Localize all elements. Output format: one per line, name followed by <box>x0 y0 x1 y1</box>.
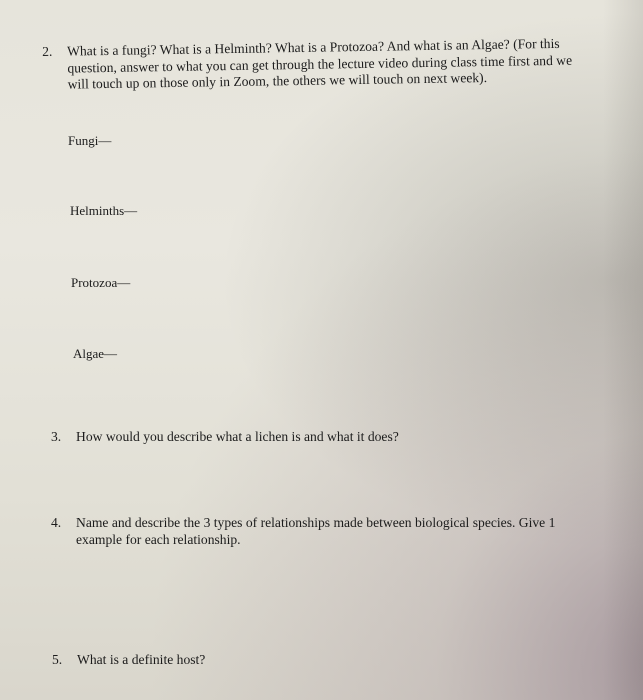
question-text <box>76 515 555 548</box>
question-text <box>76 429 399 446</box>
question-3 <box>51 429 611 447</box>
question-number: 3. <box>51 429 62 444</box>
label-algae: Algae— <box>73 346 118 361</box>
question-number: 4. <box>51 515 62 530</box>
question-line: How would you describe what a lichen is and what it does? <box>76 429 399 444</box>
question-2 <box>42 35 633 96</box>
question-number: 5. <box>52 652 63 667</box>
question-text <box>77 652 205 669</box>
question-line: question, answer to what you can get through the lecture video during class time first and we <box>67 52 573 76</box>
question-text <box>67 36 572 93</box>
label-fungi: Fungi— <box>68 133 112 148</box>
question-line: example for each relationship. <box>76 531 241 547</box>
question-line: will touch up on those only in Zoom, the others we will touch on next week). <box>67 70 488 92</box>
label-helminths: Helminths— <box>70 203 138 218</box>
question-5 <box>52 652 352 670</box>
question-4 <box>51 515 631 551</box>
question-line: What is a definite host? <box>77 652 206 667</box>
question-number: 2. <box>42 43 53 59</box>
page-shadow <box>603 0 643 700</box>
question-line: What is a fungi? What is a Helminth? What is a Protozoa? And what is an Algae? (For this <box>66 35 560 59</box>
label-protozoa: Protozoa— <box>71 275 131 290</box>
question-line: Name and describe the 3 types of relationships made between biological species. Give 1 <box>76 515 556 530</box>
